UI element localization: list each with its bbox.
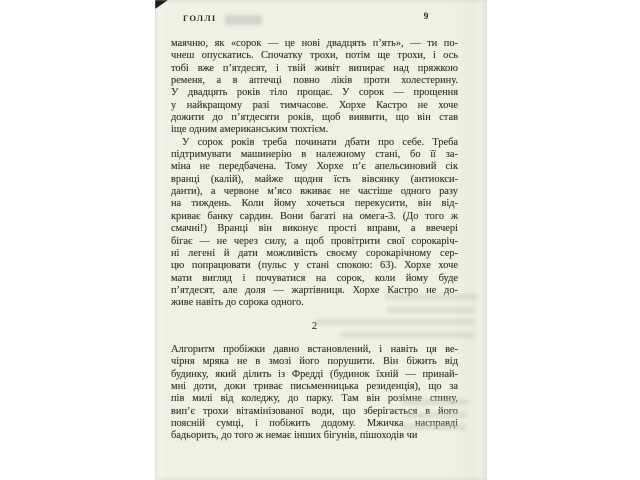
text-line: ні легені й дати можливість своєму сорокарічному сер-	[171, 247, 458, 259]
text-line: мати вигляд і почуватися на сорок, коли йому буде	[171, 272, 458, 284]
text-line: данти), а червоне м’ясо вживає не частіше одного разу	[171, 186, 458, 198]
text-line: криває банку сардин. Вони багаті на омега-3. (До того ж	[171, 210, 458, 222]
text-line: смачні!) Вранці він виконує прості вправи, а ввечері	[171, 223, 458, 235]
blurred-text-box	[225, 15, 262, 25]
text-line: у найкращому разі тимчасове. Хорхе Кастро не хоче	[171, 99, 458, 111]
text-line: на тиждень. Коли йому хочеться перекусити, він від-	[171, 198, 458, 210]
text-line: дожити до п’ятдесяти років, щоб виявити, що він став	[171, 112, 458, 124]
text-line: У сорок років треба починати дбати про себе. Треба	[182, 136, 458, 148]
text-line: пів милі від коледжу, до парку. Там він розімне спину,	[171, 393, 458, 405]
text-line: чірня мряка не в змозі його порушити. Він біжить від	[171, 356, 458, 368]
text-line: тобі вже п’ятдесят, і твій живіт випирає над пряжкою	[171, 62, 458, 74]
section-number: 2	[311, 320, 318, 332]
bleed-through-text	[402, 424, 466, 430]
bleed-through-text	[341, 332, 475, 338]
text-line: маячню, як «сорок — це нові двадцять п’ять», — ти по-	[171, 38, 458, 49]
text-line: У двадцять років тіло прощає. У сорок — прощення	[171, 87, 458, 99]
bleed-through-text	[315, 319, 475, 325]
bleed-through-text	[402, 399, 468, 405]
book-page	[155, 0, 487, 480]
text-line: ременя, а в аптечці повно ліків проти холестерину.	[171, 75, 458, 87]
running-title: ГОЛЛІ	[183, 13, 217, 23]
text-line: живе навіть до сорока одного.	[171, 297, 304, 309]
paragraph	[171, 137, 458, 310]
text-line: міна не передбачена. Тому Хорхе п’є апельсиновий сік	[171, 161, 458, 173]
text-line: іще одним американським тюхтієм.	[171, 124, 329, 136]
text-line: вранці (калій), майже щодня їсть вівсянку (антиокси-	[171, 173, 458, 185]
text-line: бадьорить, до того ж немає інших бігунів, пішоходів чи	[171, 430, 418, 442]
text-line: мні доти, доки триває письменницька резиденція), що за	[171, 381, 458, 393]
paragraph	[171, 38, 458, 137]
text-line: чнеш опускатись. Спочатку трохи, потім ще трохи, і ось	[171, 50, 458, 62]
bleed-through-text	[387, 307, 475, 313]
text-line: поясній сумці, і побіжить додому. Мжичка насправді	[171, 418, 458, 430]
bleed-through-text	[405, 412, 467, 418]
bleed-through-text	[385, 294, 477, 300]
page-body-upper	[171, 38, 458, 310]
text-line: п’ятдесят, але доля — жартівниця. Хорхе Кастро не до-	[171, 284, 458, 296]
text-line: цю попрацювати (пульс у стані спокою: 63). Хорхе хоче	[171, 260, 458, 272]
scan-corner-artifact	[155, 0, 168, 9]
text-line: підтримувати машинерію в належному стані, бо її за-	[171, 149, 458, 161]
text-line: вип’є трохи вітамінізованої води, що зберігається в його	[171, 405, 458, 417]
text-line: Алгоритм пробіжки давно встановлений, і навіть ця ве-	[171, 344, 458, 355]
text-line: будинку, який ділить із Фредді (будинок їхній — принай-	[171, 368, 458, 380]
page-number: 9	[423, 12, 429, 22]
text-line: бігає — не через силу, а щоб провітрити свої сорокаріч-	[171, 235, 458, 247]
